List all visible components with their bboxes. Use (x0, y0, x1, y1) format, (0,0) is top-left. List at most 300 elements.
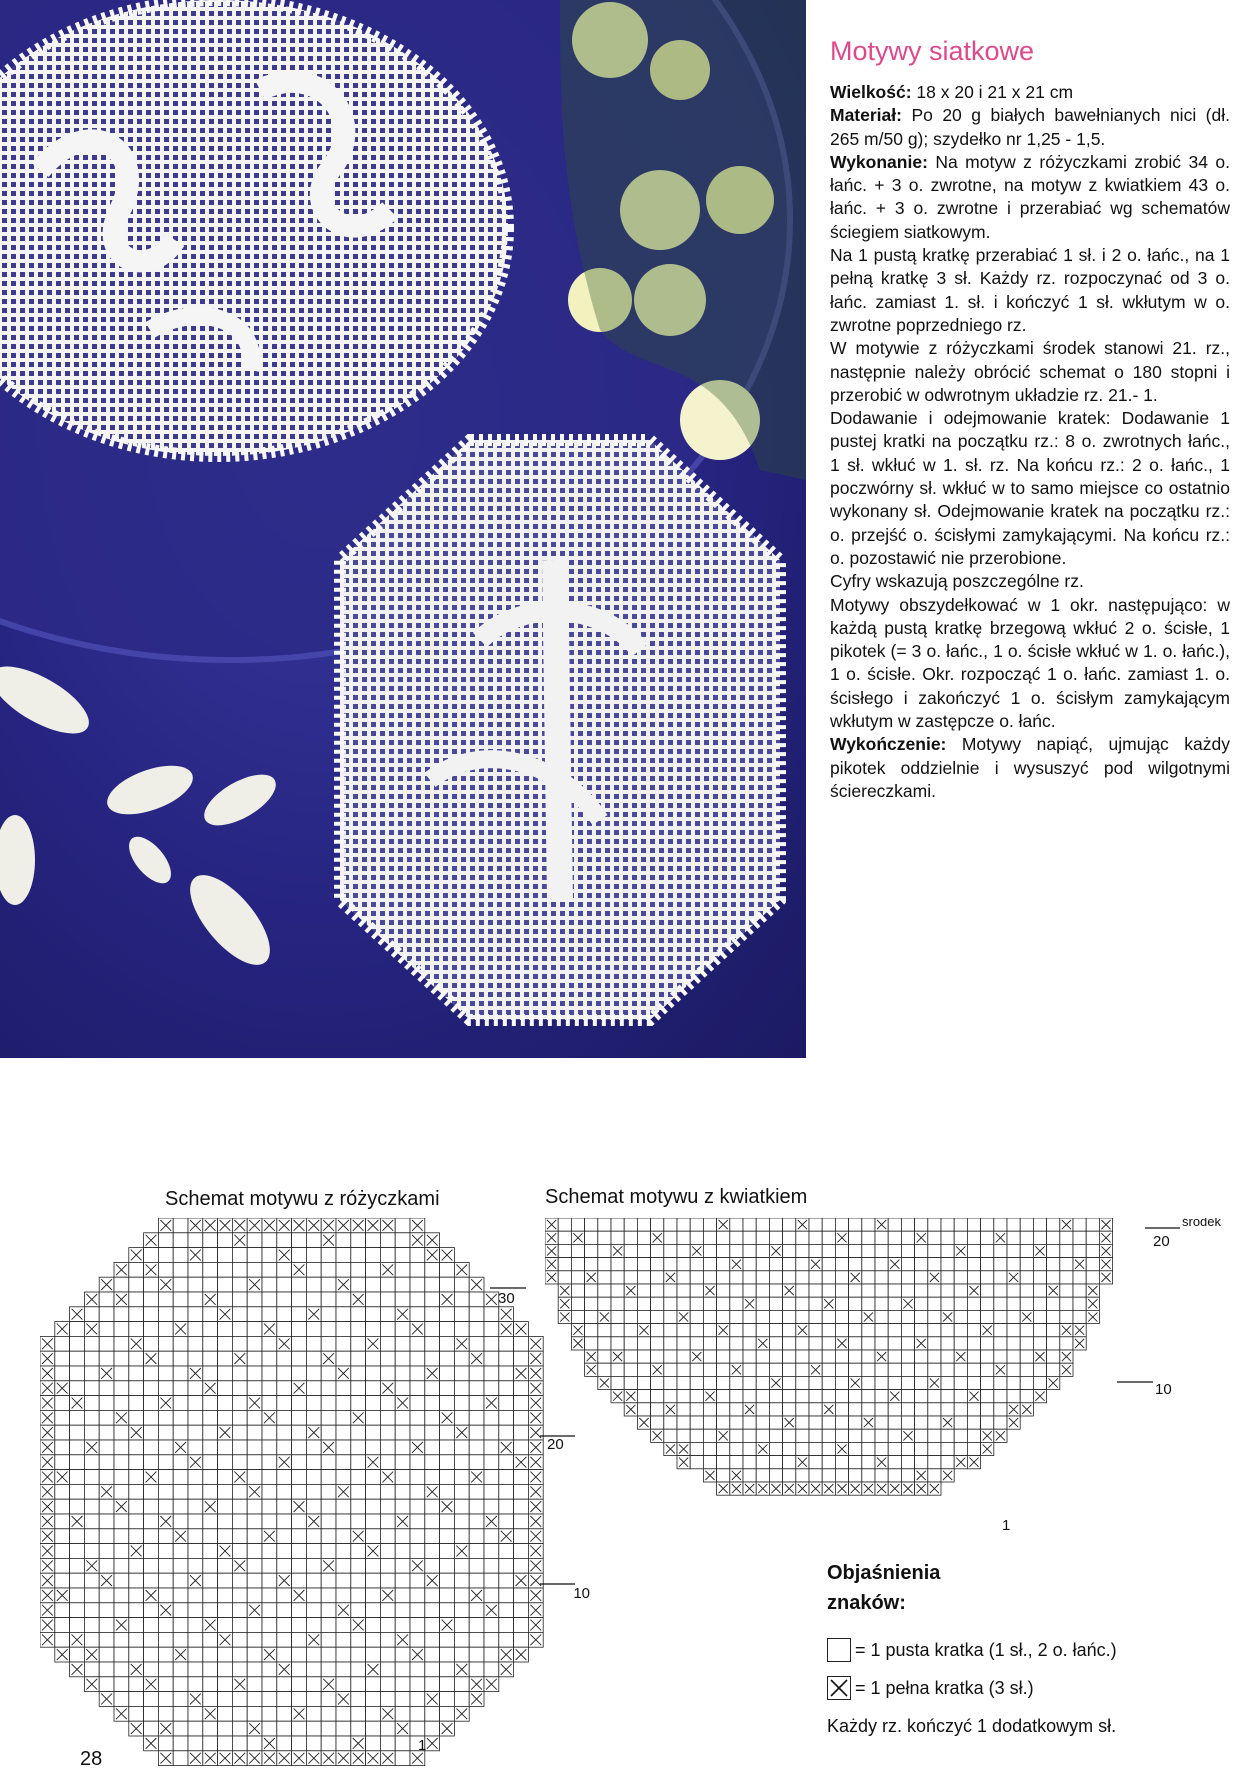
paragraph-execution (830, 151, 1230, 244)
roses-cell (469, 1618, 484, 1633)
roses-cell (188, 1396, 203, 1411)
flower-cell (637, 1218, 650, 1231)
roses-cell (425, 1381, 440, 1396)
roses-cell (395, 1292, 410, 1307)
roses-cell (277, 1529, 292, 1544)
roses-cell (262, 1499, 277, 1514)
flower-cell (769, 1456, 782, 1469)
instructions-column (830, 36, 1230, 803)
flower-cell (915, 1218, 928, 1231)
roses-cell (144, 1662, 159, 1677)
flower-cell (941, 1324, 954, 1337)
flower-cell (743, 1456, 756, 1469)
roses-cell (70, 1351, 85, 1366)
flower-cell (822, 1416, 835, 1429)
flower-cell (1007, 1284, 1020, 1297)
roses-cell (484, 1366, 499, 1381)
flower-cell (756, 1258, 769, 1271)
flower-cell (1007, 1363, 1020, 1376)
roses-cell (469, 1662, 484, 1677)
roses-cell (247, 1706, 262, 1721)
roses-cell (129, 1677, 144, 1692)
flower-cell (809, 1284, 822, 1297)
roses-cell (306, 1573, 321, 1588)
roses-cell (514, 1603, 529, 1618)
flower-cell (585, 1284, 598, 1297)
roses-cell (336, 1736, 351, 1751)
flower-cell (809, 1271, 822, 1284)
flower-cell (1020, 1337, 1033, 1350)
roses-cell (114, 1440, 129, 1455)
roses-cell (218, 1366, 233, 1381)
flower-cell (822, 1218, 835, 1231)
roses-cell (321, 1588, 336, 1603)
flower-cell (756, 1456, 769, 1469)
flower-cell (717, 1271, 730, 1284)
flower-cell (849, 1231, 862, 1244)
roses-cell (306, 1647, 321, 1662)
flower-cell (624, 1231, 637, 1244)
roses-cell (366, 1618, 381, 1633)
roses-cell (306, 1277, 321, 1292)
roses-cell (454, 1484, 469, 1499)
flower-cell (809, 1456, 822, 1469)
paragraph-size (830, 81, 1230, 104)
roses-cell (277, 1544, 292, 1559)
flower-cell (690, 1324, 703, 1337)
flower-cell (703, 1297, 716, 1310)
roses-cell (469, 1499, 484, 1514)
doily-photo-illustration (0, 0, 806, 1058)
roses-cell (144, 1721, 159, 1736)
flower-cell (967, 1271, 980, 1284)
roses-cell (306, 1736, 321, 1751)
roses-cell (114, 1425, 129, 1440)
roses-cell (218, 1336, 233, 1351)
roses-cell (129, 1410, 144, 1425)
roses-cell (366, 1632, 381, 1647)
roses-cell (306, 1721, 321, 1736)
roses-cell (129, 1499, 144, 1514)
roses-cell (144, 1603, 159, 1618)
roses-cell (351, 1544, 366, 1559)
roses-cell (144, 1277, 159, 1292)
flower-cell (994, 1258, 1007, 1271)
roses-cell (395, 1588, 410, 1603)
roses-cell (173, 1573, 188, 1588)
flower-cell (796, 1376, 809, 1389)
flower-cell (941, 1258, 954, 1271)
roses-cell (336, 1558, 351, 1573)
roses-cell (84, 1529, 99, 1544)
roses-row-label-30: 30 (498, 1290, 515, 1307)
flower-cell (756, 1363, 769, 1376)
flower-cell (730, 1416, 743, 1429)
roses-cell (70, 1381, 85, 1396)
roses-cell (114, 1573, 129, 1588)
flower-cell (888, 1337, 901, 1350)
flower-cell (783, 1442, 796, 1455)
roses-cell (70, 1484, 85, 1499)
roses-cell (469, 1455, 484, 1470)
roses-cell (351, 1484, 366, 1499)
flower-cell (1060, 1310, 1073, 1323)
roses-cell (129, 1558, 144, 1573)
flower-cell (783, 1258, 796, 1271)
flower-cell (849, 1469, 862, 1482)
flower-cell (941, 1244, 954, 1257)
roses-cell (366, 1248, 381, 1263)
paragraph-center: W motywie z różyczkami środek stanowi 21. rz., następnie należy obrócić schemat o 180 stopni i przerobić w odwrotnym układzie rz. 21.- 1. (830, 338, 1230, 405)
roses-cell (380, 1573, 395, 1588)
roses-cell (218, 1514, 233, 1529)
flower-cell (1020, 1363, 1033, 1376)
flower-cell (967, 1231, 980, 1244)
roses-cell (188, 1706, 203, 1721)
roses-cell (277, 1410, 292, 1425)
roses-cell (440, 1647, 455, 1662)
roses-cell (499, 1544, 514, 1559)
roses-cell (262, 1425, 277, 1440)
flower-cell (637, 1271, 650, 1284)
roses-cell (70, 1470, 85, 1485)
roses-cell (499, 1396, 514, 1411)
roses-cell (395, 1366, 410, 1381)
roses-cell (395, 1706, 410, 1721)
roses-cell (84, 1632, 99, 1647)
flower-cell (875, 1442, 888, 1455)
roses-cell (218, 1292, 233, 1307)
flower-cell (1060, 1258, 1073, 1271)
flower-cell (915, 1403, 928, 1416)
flower-cell (849, 1403, 862, 1416)
roses-cell (306, 1440, 321, 1455)
roses-cell (232, 1248, 247, 1263)
roses-cell (262, 1662, 277, 1677)
flower-cell (769, 1390, 782, 1403)
flower-cell (756, 1218, 769, 1231)
roses-cell (366, 1351, 381, 1366)
roses-cell (144, 1336, 159, 1351)
roses-cell (454, 1351, 469, 1366)
roses-cell (158, 1736, 173, 1751)
roses-cell (425, 1396, 440, 1411)
label-finishing: Wykończenie: (830, 734, 947, 755)
flower-cell (717, 1337, 730, 1350)
roses-cell (114, 1277, 129, 1292)
roses-cell (173, 1410, 188, 1425)
flower-cell (730, 1271, 743, 1284)
flower-cell (994, 1416, 1007, 1429)
roses-cell (380, 1410, 395, 1425)
petals (0, 653, 284, 977)
flower-row-label-20: 20 (1153, 1233, 1170, 1250)
flower-cell (783, 1324, 796, 1337)
flower-cell (1007, 1324, 1020, 1337)
roses-cell (247, 1425, 262, 1440)
flower-cell (769, 1429, 782, 1442)
flower-cell (637, 1363, 650, 1376)
flower-cell (862, 1271, 875, 1284)
flower-cell (915, 1363, 928, 1376)
flower-cell (822, 1284, 835, 1297)
roses-cell (336, 1677, 351, 1692)
flower-cell (664, 1284, 677, 1297)
roses-cell (158, 1262, 173, 1277)
roses-cell (188, 1618, 203, 1633)
roses-cell (440, 1558, 455, 1573)
roses-cell (188, 1262, 203, 1277)
roses-cell (514, 1425, 529, 1440)
roses-cell (262, 1336, 277, 1351)
roses-cell (440, 1381, 455, 1396)
roses-cell (158, 1692, 173, 1707)
roses-cell (499, 1484, 514, 1499)
flower-cell (1047, 1297, 1060, 1310)
roses-cell (410, 1632, 425, 1647)
flower-cell (954, 1218, 967, 1231)
roses-cell (454, 1647, 469, 1662)
roses-cell (351, 1455, 366, 1470)
flower-cell (835, 1456, 848, 1469)
flower-cell (1033, 1337, 1046, 1350)
roses-cell (336, 1706, 351, 1721)
flower-cell (664, 1297, 677, 1310)
roses-cell (262, 1262, 277, 1277)
roses-cell (469, 1322, 484, 1337)
roses-cell (484, 1484, 499, 1499)
flower-cell (941, 1363, 954, 1376)
flower-cell (835, 1390, 848, 1403)
flower-cell (703, 1350, 716, 1363)
roses-cell (114, 1632, 129, 1647)
flower-cell (637, 1390, 650, 1403)
roses-cell (469, 1307, 484, 1322)
flower-cell (981, 1363, 994, 1376)
roses-cell (173, 1514, 188, 1529)
roses-cell (321, 1410, 336, 1425)
roses-cell (262, 1588, 277, 1603)
roses-cell (395, 1322, 410, 1337)
flower-cell (901, 1376, 914, 1389)
roses-cell (351, 1233, 366, 1248)
flower-cell (769, 1403, 782, 1416)
roses-cell (321, 1618, 336, 1633)
roses-cell (247, 1514, 262, 1529)
roses-cell (173, 1706, 188, 1721)
flower-cell (783, 1271, 796, 1284)
roses-cell (84, 1588, 99, 1603)
roses-cell (203, 1307, 218, 1322)
roses-cell (410, 1248, 425, 1263)
roses-cell (395, 1558, 410, 1573)
roses-cell (380, 1677, 395, 1692)
roses-cell (292, 1277, 307, 1292)
roses-cell (173, 1484, 188, 1499)
flower-cell (849, 1416, 862, 1429)
roses-cell (203, 1484, 218, 1499)
roses-cell (70, 1322, 85, 1337)
roses-cell (425, 1603, 440, 1618)
flower-cell (981, 1350, 994, 1363)
roses-cell (203, 1277, 218, 1292)
roses-cell (292, 1396, 307, 1411)
roses-cell (306, 1455, 321, 1470)
flower-cell (954, 1337, 967, 1350)
roses-cell (410, 1292, 425, 1307)
roses-cell (469, 1573, 484, 1588)
roses-cell (440, 1277, 455, 1292)
roses-cell (277, 1499, 292, 1514)
roses-cell (55, 1632, 70, 1647)
flower-cell (677, 1337, 690, 1350)
roses-cell (351, 1514, 366, 1529)
flower-cell (835, 1324, 848, 1337)
roses-cell (499, 1588, 514, 1603)
flower-cell (624, 1271, 637, 1284)
roses-cell (395, 1647, 410, 1662)
roses-cell (144, 1706, 159, 1721)
roses-cell (55, 1440, 70, 1455)
roses-cell (336, 1440, 351, 1455)
flower-cell (664, 1310, 677, 1323)
flower-cell (928, 1469, 941, 1482)
roses-cell (484, 1425, 499, 1440)
roses-cell (306, 1588, 321, 1603)
flower-cell (1047, 1231, 1060, 1244)
flower-cell (703, 1271, 716, 1284)
roses-cell (336, 1425, 351, 1440)
roses-cell (425, 1322, 440, 1337)
roses-cell (395, 1470, 410, 1485)
flower-cell (743, 1218, 756, 1231)
flower-cell (954, 1429, 967, 1442)
roses-cell (454, 1366, 469, 1381)
roses-cell (395, 1440, 410, 1455)
roses-cell (469, 1544, 484, 1559)
flower-cell (928, 1350, 941, 1363)
flower-cell (703, 1416, 716, 1429)
flower-cell (941, 1442, 954, 1455)
flower-cell (796, 1310, 809, 1323)
flower-cell (611, 1284, 624, 1297)
roses-cell (247, 1322, 262, 1337)
flower-cell (677, 1271, 690, 1284)
doily-photo (0, 0, 806, 1058)
roses-cell (203, 1425, 218, 1440)
flower-cell (822, 1376, 835, 1389)
flower-cell (835, 1403, 848, 1416)
roses-cell (277, 1396, 292, 1411)
flower-cell (994, 1244, 1007, 1257)
flower-cell (571, 1244, 584, 1257)
roses-cell (484, 1647, 499, 1662)
roses-cell (114, 1336, 129, 1351)
roses-cell (84, 1307, 99, 1322)
roses-cell (129, 1262, 144, 1277)
roses-cell (129, 1322, 144, 1337)
flower-cell (703, 1337, 716, 1350)
flower-cell (915, 1416, 928, 1429)
roses-cell (499, 1603, 514, 1618)
roses-cell (336, 1322, 351, 1337)
roses-cell (292, 1692, 307, 1707)
roses-cell (484, 1588, 499, 1603)
roses-cell (425, 1588, 440, 1603)
roses-cell (55, 1499, 70, 1514)
roses-cell (484, 1307, 499, 1322)
roses-cell (366, 1677, 381, 1692)
roses-cell (351, 1632, 366, 1647)
roses-cell (292, 1410, 307, 1425)
flower-cell (901, 1324, 914, 1337)
roses-cell (306, 1351, 321, 1366)
roses-cell (380, 1499, 395, 1514)
flower-cell (928, 1442, 941, 1455)
flower-cell (624, 1337, 637, 1350)
roses-cell (232, 1736, 247, 1751)
roses-cell (380, 1721, 395, 1736)
flower-cell (941, 1297, 954, 1310)
flower-cell (954, 1310, 967, 1323)
roses-cell (292, 1322, 307, 1337)
roses-cell (351, 1440, 366, 1455)
flower-cell (1020, 1284, 1033, 1297)
roses-cell (232, 1544, 247, 1559)
flower-cell (809, 1324, 822, 1337)
roses-cell (336, 1662, 351, 1677)
flower-cell (809, 1390, 822, 1403)
flower-cell (611, 1218, 624, 1231)
roses-cell (129, 1632, 144, 1647)
roses-cell (336, 1721, 351, 1736)
roses-cell (232, 1662, 247, 1677)
flower-cell (981, 1376, 994, 1389)
flower-cell (677, 1218, 690, 1231)
flower-cell (928, 1244, 941, 1257)
roses-cell (366, 1558, 381, 1573)
flower-cell (585, 1231, 598, 1244)
roses-row-label-1: 1 (418, 1737, 427, 1754)
roses-cell (336, 1248, 351, 1263)
roses-cell (188, 1307, 203, 1322)
roses-cell (366, 1440, 381, 1455)
roses-cell (277, 1632, 292, 1647)
roses-cell (70, 1603, 85, 1618)
flower-cell (571, 1218, 584, 1231)
flower-cell (703, 1456, 716, 1469)
flower-cell (901, 1350, 914, 1363)
flower-cell (769, 1442, 782, 1455)
roses-cell (173, 1292, 188, 1307)
roses-cell (292, 1647, 307, 1662)
roses-cell (351, 1677, 366, 1692)
roses-cell (232, 1721, 247, 1736)
flower-cell (875, 1231, 888, 1244)
roses-cell (366, 1366, 381, 1381)
roses-cell (410, 1470, 425, 1485)
roses-cell (158, 1632, 173, 1647)
roses-cell (484, 1455, 499, 1470)
roses-cell (336, 1573, 351, 1588)
roses-cell (173, 1603, 188, 1618)
roses-cell (336, 1336, 351, 1351)
roses-cell (99, 1455, 114, 1470)
legend-heading-2: znaków: (827, 1592, 906, 1614)
roses-cell (188, 1499, 203, 1514)
roses-cell (114, 1484, 129, 1499)
roses-cell (203, 1396, 218, 1411)
